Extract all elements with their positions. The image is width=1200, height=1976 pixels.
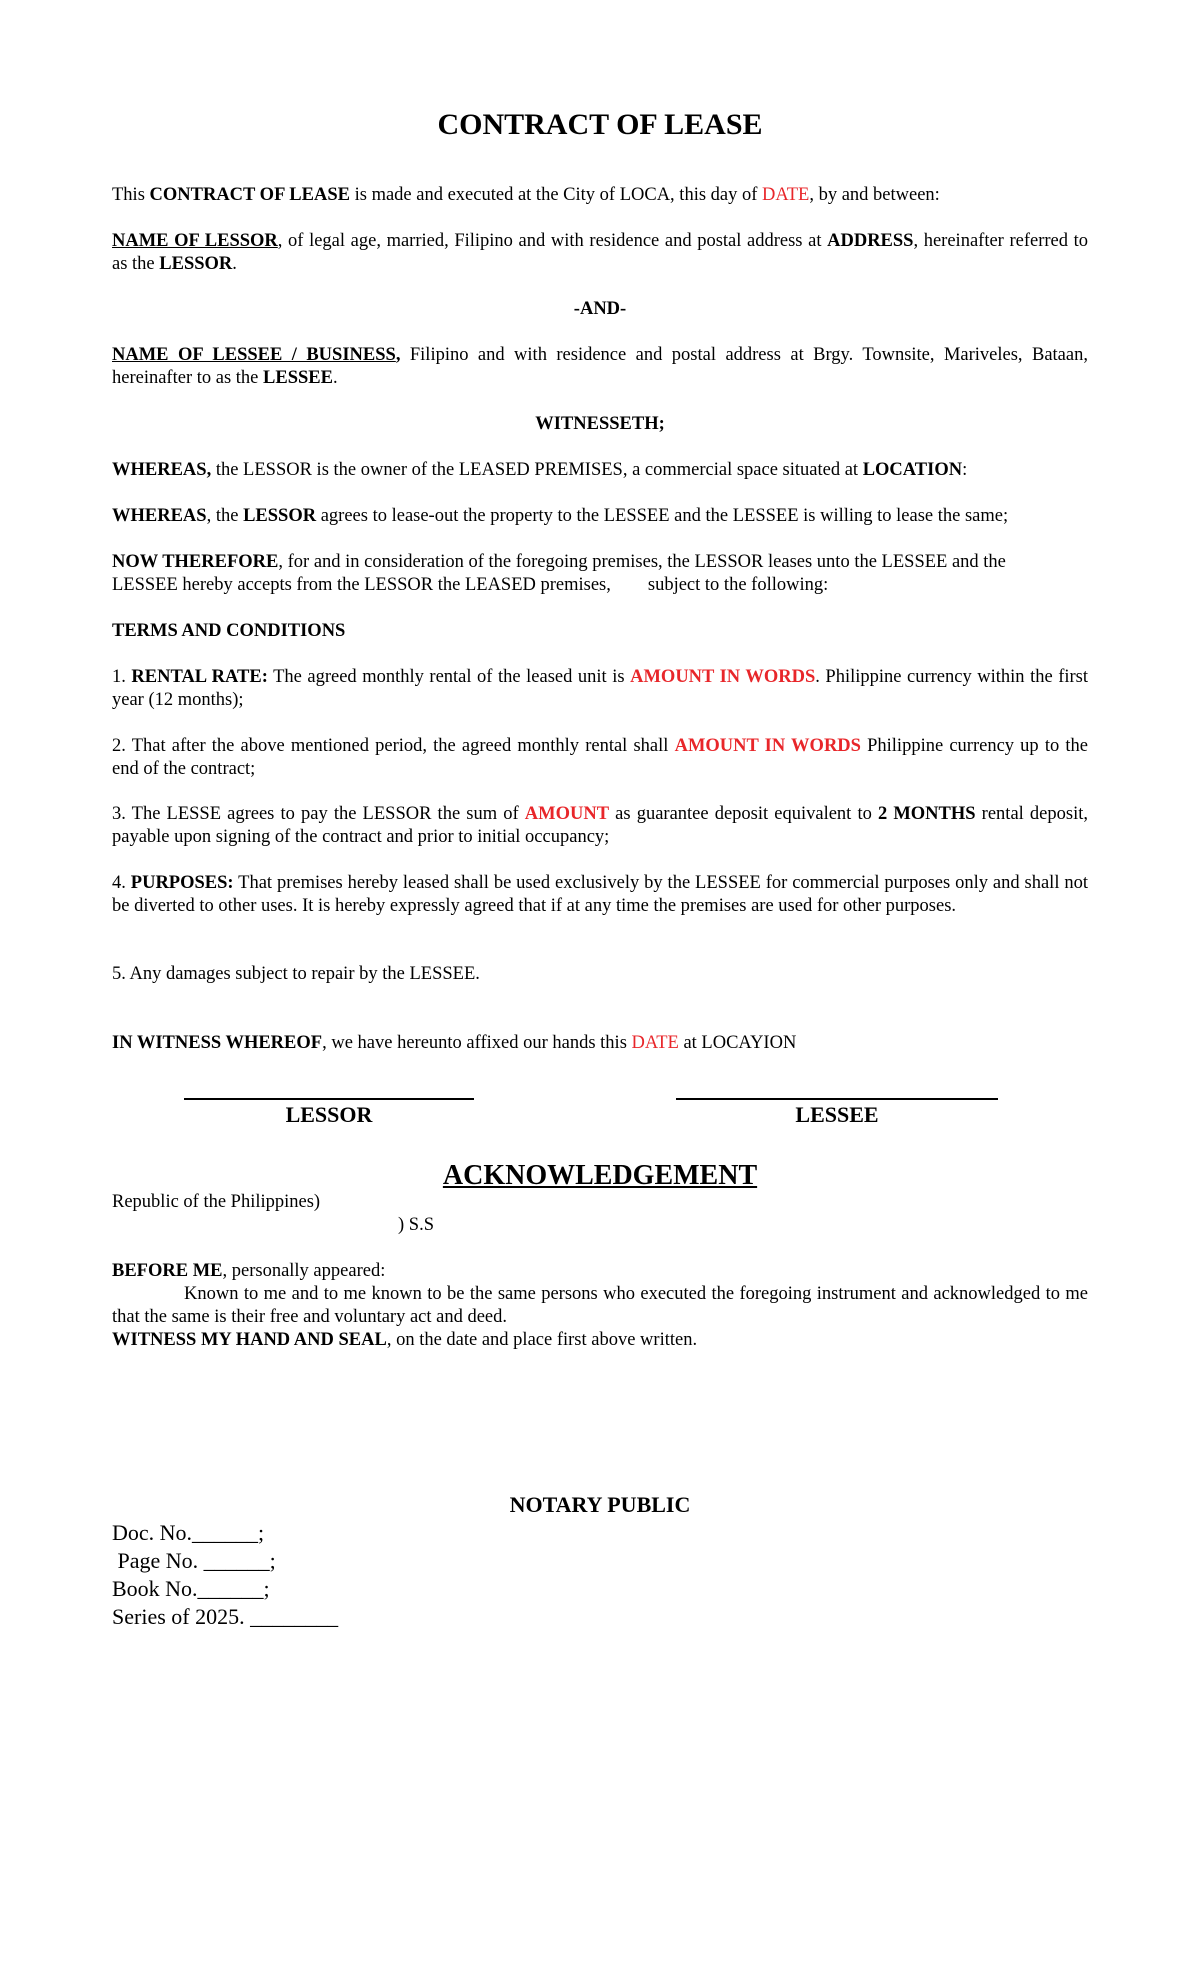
lessee-comma: , — [395, 345, 401, 365]
date-placeholder: DATE — [631, 1033, 679, 1053]
term-2-text: 2. That after the above mentioned period, the agreed monthly rental shall — [112, 736, 675, 756]
location-placeholder: LOCATION — [862, 460, 963, 480]
address-placeholder: ADDRESS — [827, 231, 914, 251]
term-2 — [112, 735, 1088, 781]
whereas-1-text: the LESSOR is the owner of the LEASED PREMISES, a commercial space situated at — [211, 460, 863, 480]
lessor-text-2: , hereinafter referred to as the — [112, 231, 1088, 274]
term-5: 5. Any damages subject to repair by the LESSEE. — [112, 964, 480, 984]
term-3-end: rental deposit, payable upon signing of the contract and prior to initial occupancy; — [112, 804, 1088, 847]
lessee-role: LESSEE — [263, 368, 333, 388]
lessee-text: Filipino and with residence and postal address at Brgy. Townsite, Mariveles, Bataan, hereinafter to as the — [112, 345, 1088, 388]
witness-end: at LOCAYION — [678, 1033, 797, 1053]
lessor-text: , of legal age, married, Filipino and with residence and postal address at — [277, 231, 828, 251]
now-therefore-text: , for and in consideration of the foregoing premises, the LESSOR leases unto the LESSEE and the — [278, 552, 1006, 572]
republic-line: Republic of the Philippines) — [112, 1192, 321, 1212]
acknowledgement-title: ACKNOWLEDGEMENT — [442, 1160, 758, 1191]
amount-placeholder: AMOUNT IN WORDS — [674, 736, 861, 756]
term-1-text: The agreed monthly rental of the leased unit is — [267, 667, 631, 687]
intro-text: This — [112, 185, 150, 205]
whereas-1-bold: WHEREAS, — [112, 460, 212, 480]
doc-number: Doc. No.______; — [112, 1520, 265, 1545]
lessor-signature-label: LESSOR — [285, 1102, 373, 1127]
whereas-1 — [112, 459, 1088, 482]
witness-seal-bold: WITNESS MY HAND AND SEAL — [112, 1330, 387, 1350]
page-title: CONTRACT OF LEASE — [437, 108, 763, 141]
witnesseth-heading: WITNESSETH; — [535, 414, 665, 434]
lessee-paragraph — [112, 344, 1088, 390]
lessor-paragraph — [112, 230, 1088, 276]
lessee-name: NAME OF LESSEE / BUSINESS — [112, 345, 396, 365]
term-3-text: 3. The LESSE agrees to pay the LESSOR the sum of — [112, 804, 525, 824]
before-me-text: , personally appeared: — [222, 1261, 386, 1281]
lessor-signature-line — [184, 1098, 474, 1100]
lessee-end: . — [332, 368, 338, 388]
term-3 — [112, 803, 1088, 849]
term-4-text: That premises hereby leased shall be used exclusively by the LESSEE for commercial purposes only and shall not be diverted to other uses. It is hereby expressly agreed that if at any time the premises are used for other purposes. — [112, 873, 1089, 916]
term-3-months: 2 MONTHS — [877, 804, 976, 824]
witness-text: , we have hereunto affixed our hands this — [322, 1033, 632, 1053]
term-4-label: PURPOSES: — [130, 873, 234, 893]
before-me-bold: BEFORE ME — [112, 1261, 223, 1281]
intro-text-end: , by and between: — [809, 185, 940, 205]
whereas-2-bold: WHEREAS — [112, 506, 207, 526]
whereas-2-role: LESSOR — [243, 506, 317, 526]
page-number: Page No. ______; — [112, 1548, 276, 1573]
notary-public-heading: NOTARY PUBLIC — [509, 1492, 691, 1517]
lessor-role: LESSOR — [159, 254, 233, 274]
amount-placeholder: AMOUNT IN WORDS — [630, 667, 816, 687]
witness-bold: IN WITNESS WHEREOF — [112, 1033, 323, 1053]
ss-line: ) S.S — [398, 1215, 434, 1235]
whereas-2 — [112, 505, 1088, 528]
intro-paragraph — [112, 184, 1088, 207]
term-1-number: 1. — [112, 667, 132, 687]
lessee-signature-label: LESSEE — [795, 1102, 879, 1127]
intro-bold: CONTRACT OF LEASE — [149, 185, 350, 205]
now-therefore-bold: NOW THEREFORE — [112, 552, 279, 572]
term-1 — [112, 666, 1088, 712]
series-line: Series of 2025. ________ — [112, 1604, 339, 1629]
known-paragraph: Known to me and to me known to be the same persons who executed the foregoing instrument and acknowledged to me that the same is their free and voluntary act and deed. — [112, 1284, 1088, 1327]
term-1-end: . Philippine currency within the first year (12 months); — [112, 667, 1089, 710]
term-4-number: 4. — [112, 873, 131, 893]
witness-paragraph — [112, 1032, 1088, 1055]
intro-text-mid: is made and executed at the City of LOCA, this day of — [349, 185, 763, 205]
lessor-name: NAME OF LESSOR — [112, 231, 278, 251]
date-placeholder: DATE — [762, 185, 810, 205]
now-therefore-line-2: LESSEE hereby accepts from the LESSOR the LEASED premises, subject to the following: — [112, 575, 829, 595]
whereas-1-end: : — [962, 460, 968, 480]
and-separator: -AND- — [573, 299, 627, 319]
term-2-end: Philippine currency up to the end of the contract; — [112, 736, 1088, 779]
whereas-2-end: agrees to lease-out the property to the LESSEE and the LESSEE is willing to lease the same; — [316, 506, 1009, 526]
witness-seal-line — [112, 1329, 1088, 1352]
amount-placeholder: AMOUNT — [524, 804, 610, 824]
whereas-2-text: , the — [206, 506, 244, 526]
witness-seal-text: , on the date and place first above written. — [386, 1330, 698, 1350]
now-therefore-line-1 — [112, 551, 1088, 574]
lessee-signature-line — [676, 1098, 998, 1100]
terms-heading: TERMS AND CONDITIONS — [112, 621, 346, 641]
now-therefore-paragraph — [112, 551, 1088, 597]
before-me-line — [112, 1260, 1088, 1283]
term-1-label: RENTAL RATE: — [131, 667, 268, 687]
book-number: Book No.______; — [112, 1576, 270, 1601]
term-3-text-mid: as guarantee deposit equivalent to — [609, 804, 878, 824]
term-4 — [112, 872, 1088, 918]
lessor-end: . — [232, 254, 237, 274]
